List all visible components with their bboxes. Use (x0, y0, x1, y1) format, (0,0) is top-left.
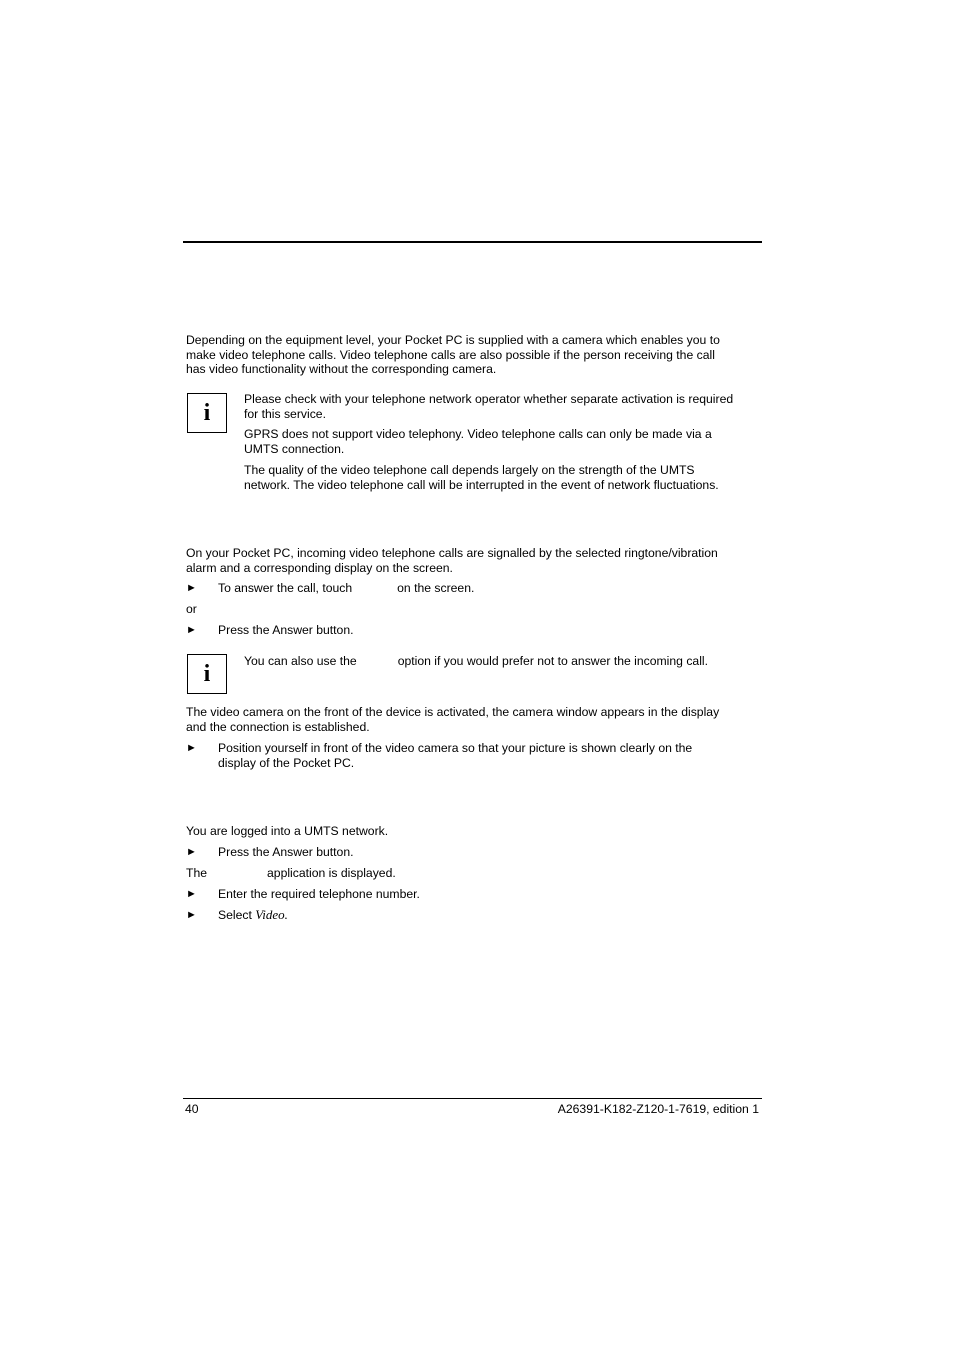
note-reject: You can also use the option if you would prefer not to answer the incoming call. (244, 654, 708, 668)
intro-paragraph: Depending on the equipment level, your Pocket PC is supplied with a camera which enables you to make video telephone calls. Video telephone calls are also possible if the person receiving the call has video functionality without the corresponding camera. (186, 333, 720, 376)
note-quality: The quality of the video telephone call depends largely on the strength of the UMTS network. The video telephone call will be interrupted in the event of network fluctuations. (244, 463, 719, 492)
info-icon-glyph: i (203, 661, 211, 687)
page-number: 40 (185, 1102, 199, 1116)
info-icon (187, 393, 227, 433)
outgoing-intro: You are logged into a UMTS network. (186, 824, 389, 838)
or-text: or (186, 602, 197, 616)
note-gprs: GPRS does not support video telephony. Video telephone calls can only be made via a UMTS connection. (244, 427, 712, 456)
camera-paragraph: The video camera on the front of the device is activated, the camera window appears in the display and the connection is established. (186, 705, 720, 734)
bullet-marker: ► (186, 846, 197, 858)
document-id: A26391-K182-Z120-1-7619, edition 1 (557, 1102, 759, 1116)
bullet-marker: ► (186, 909, 197, 921)
bullet-marker: ► (186, 582, 197, 594)
info-icon (187, 654, 227, 694)
incoming-intro: On your Pocket PC, incoming video telephone calls are signalled by the selected ringtone/vibration alarm and a corresponding display on the screen. (186, 546, 718, 575)
footer-rule (183, 1098, 762, 1099)
bullet-marker: ► (186, 888, 197, 900)
info-icon-glyph: i (203, 400, 211, 426)
bullet-marker: ► (186, 742, 197, 754)
video-option: Video. (255, 907, 288, 922)
header-rule (183, 241, 762, 243)
outgoing-result: The application is displayed. (186, 866, 396, 880)
bullet-marker: ► (186, 624, 197, 636)
note-activation: Please check with your telephone network operator whether separate activation is required for this service. (244, 392, 734, 421)
